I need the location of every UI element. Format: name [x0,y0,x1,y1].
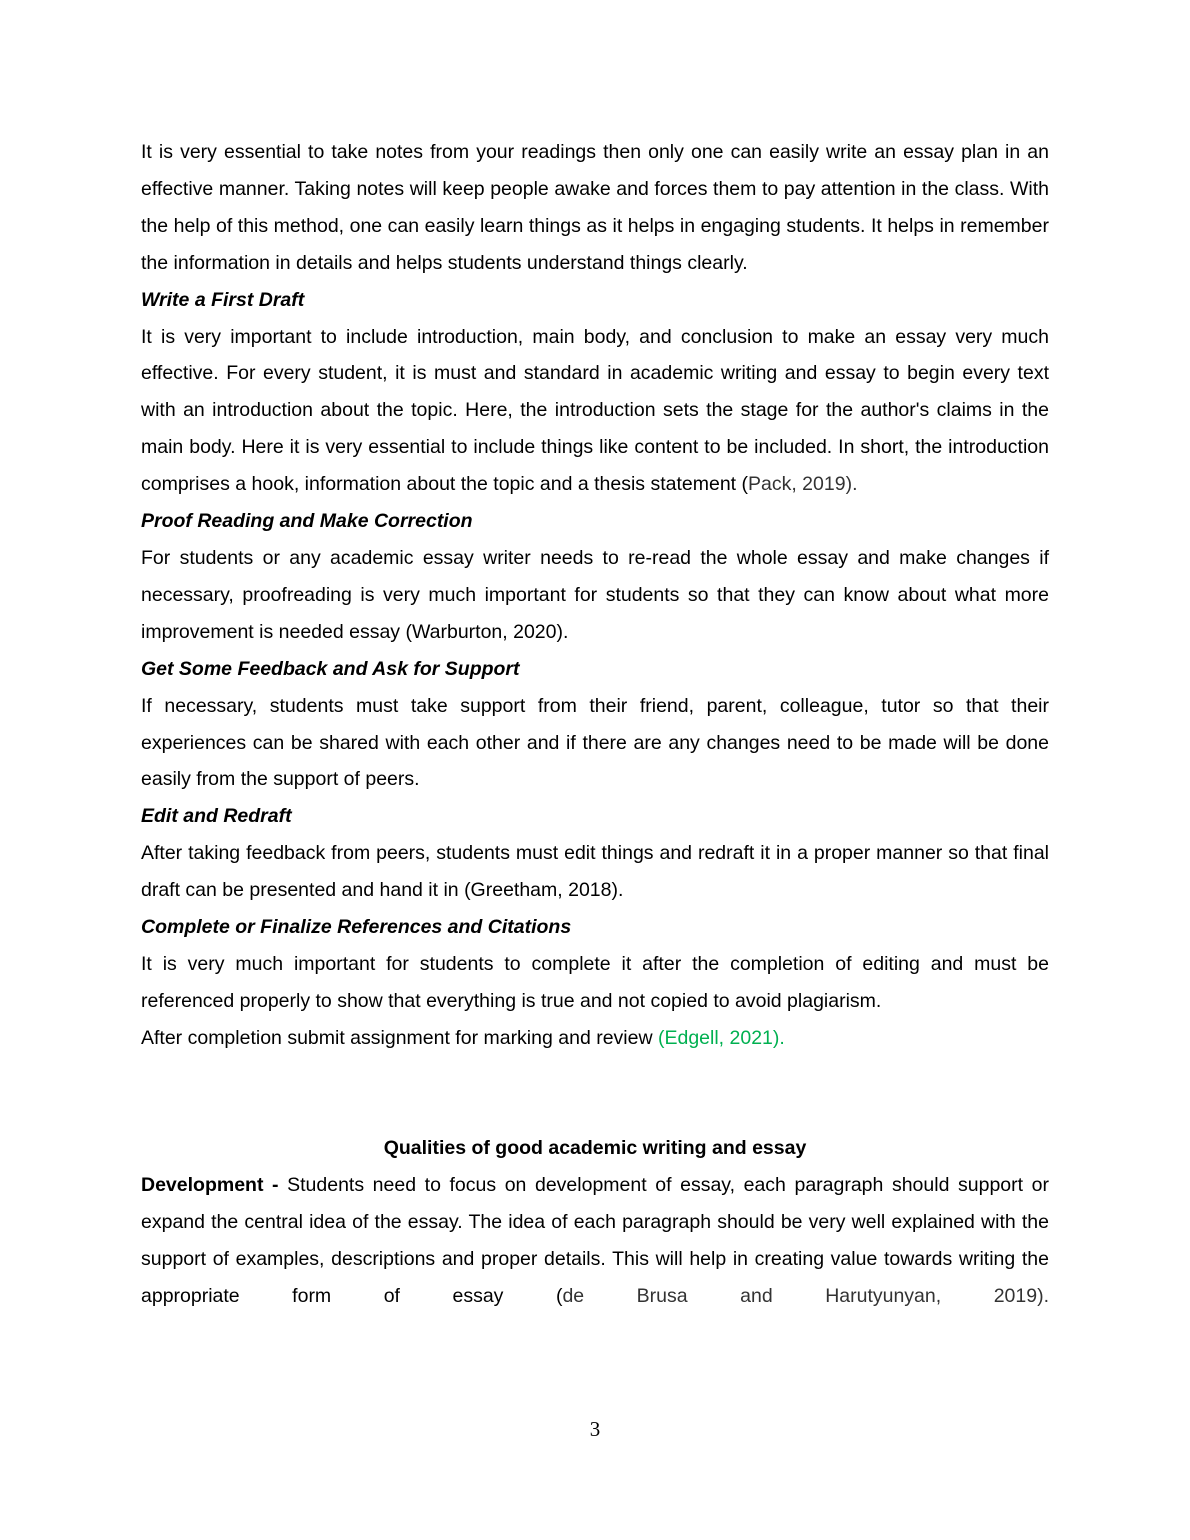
edit-text: After taking feedback from peers, students must edit things and redraft it in a proper manner so that final draft can be presented and hand it in (Greetham, 2018). [141,842,1049,902]
proof-reading-text: For students or any academic essay writer needs to re-read the whole essay and make changes if necessary, proofreading is very much important for students so that they can know about what more improvement is needed essay (Warburton, 2020). [141,546,1049,643]
development-text: Students need to focus on development of essay, each paragraph should support or expand the central idea of the essay. The idea of each paragraph should be very well explained with the support of examples, descriptions and proper details. This will help in creating value towards writing the appropriate form of essay ( [141,1174,1049,1308]
heading-proof-reading: Proof Reading and Make Correction [141,510,473,533]
section-spacer [141,1057,1049,1131]
heading-write-first-draft: Write a First Draft [141,288,305,311]
first-draft-after: ). [845,473,858,496]
development-lead: Development - [141,1174,288,1197]
heading-references: Complete or Finalize References and Citations [141,916,572,939]
submit-paragraph [141,1020,1049,1057]
intro-paragraph [141,134,1049,282]
submit-text: After completion submit assignment for marking and review [141,1026,658,1049]
feedback-text: If necessary, students must take support from their friend, parent, colleague, tutor so that their experiences can be shared with each other and if there are any changes need to be made will be done easily from the support of peers. [141,694,1049,791]
references-text: It is very much important for students to complete it after the completion of editing and must be referenced properly to show that everything is true and not copied to avoid plagiarism. [141,952,1049,1012]
heading-feedback: Get Some Feedback and Ask for Support [141,657,520,680]
citation-edgell: (Edgell, 2021). [657,1026,785,1049]
first-draft-paragraph [141,319,1049,504]
references-paragraph [141,946,1049,1020]
edit-paragraph [141,835,1049,909]
page-number: 3 [589,1417,601,1441]
heading-edit-redraft: Edit and Redraft [141,805,292,828]
development-paragraph [141,1167,1049,1315]
intro-text: It is very essential to take notes from your readings then only one can easily write an essay plan in an effective manner. Taking notes will keep people awake and forces them to pay attention in the class. With the help of this method, one can easily learn things as it helps in engaging students. It helps in remember the information in details and helps students understand things clearly. [141,141,1049,274]
document-page [141,134,1049,1315]
citation-de-brusa: de Brusa and Harutyunyan, 2019 [562,1285,1038,1308]
first-draft-text: It is very important to include introduction, main body, and conclusion to make an essay very much effective. For every student, it is must and standard in academic writing and essay to begin every text with an introduction about the topic. Here, the introduction sets the stage for the author's claims in the main body. Here it is very essential to include things like content to be included. In short, the introduction comprises a hook, information about the topic and a thesis statement ( [141,325,1049,496]
citation-pack: Pack, 2019 [748,473,846,496]
proof-reading-paragraph [141,540,1049,651]
section-title-qualities: Qualities of good academic writing and essay [383,1137,807,1160]
feedback-paragraph [141,688,1049,799]
development-after: ). [1037,1285,1049,1308]
